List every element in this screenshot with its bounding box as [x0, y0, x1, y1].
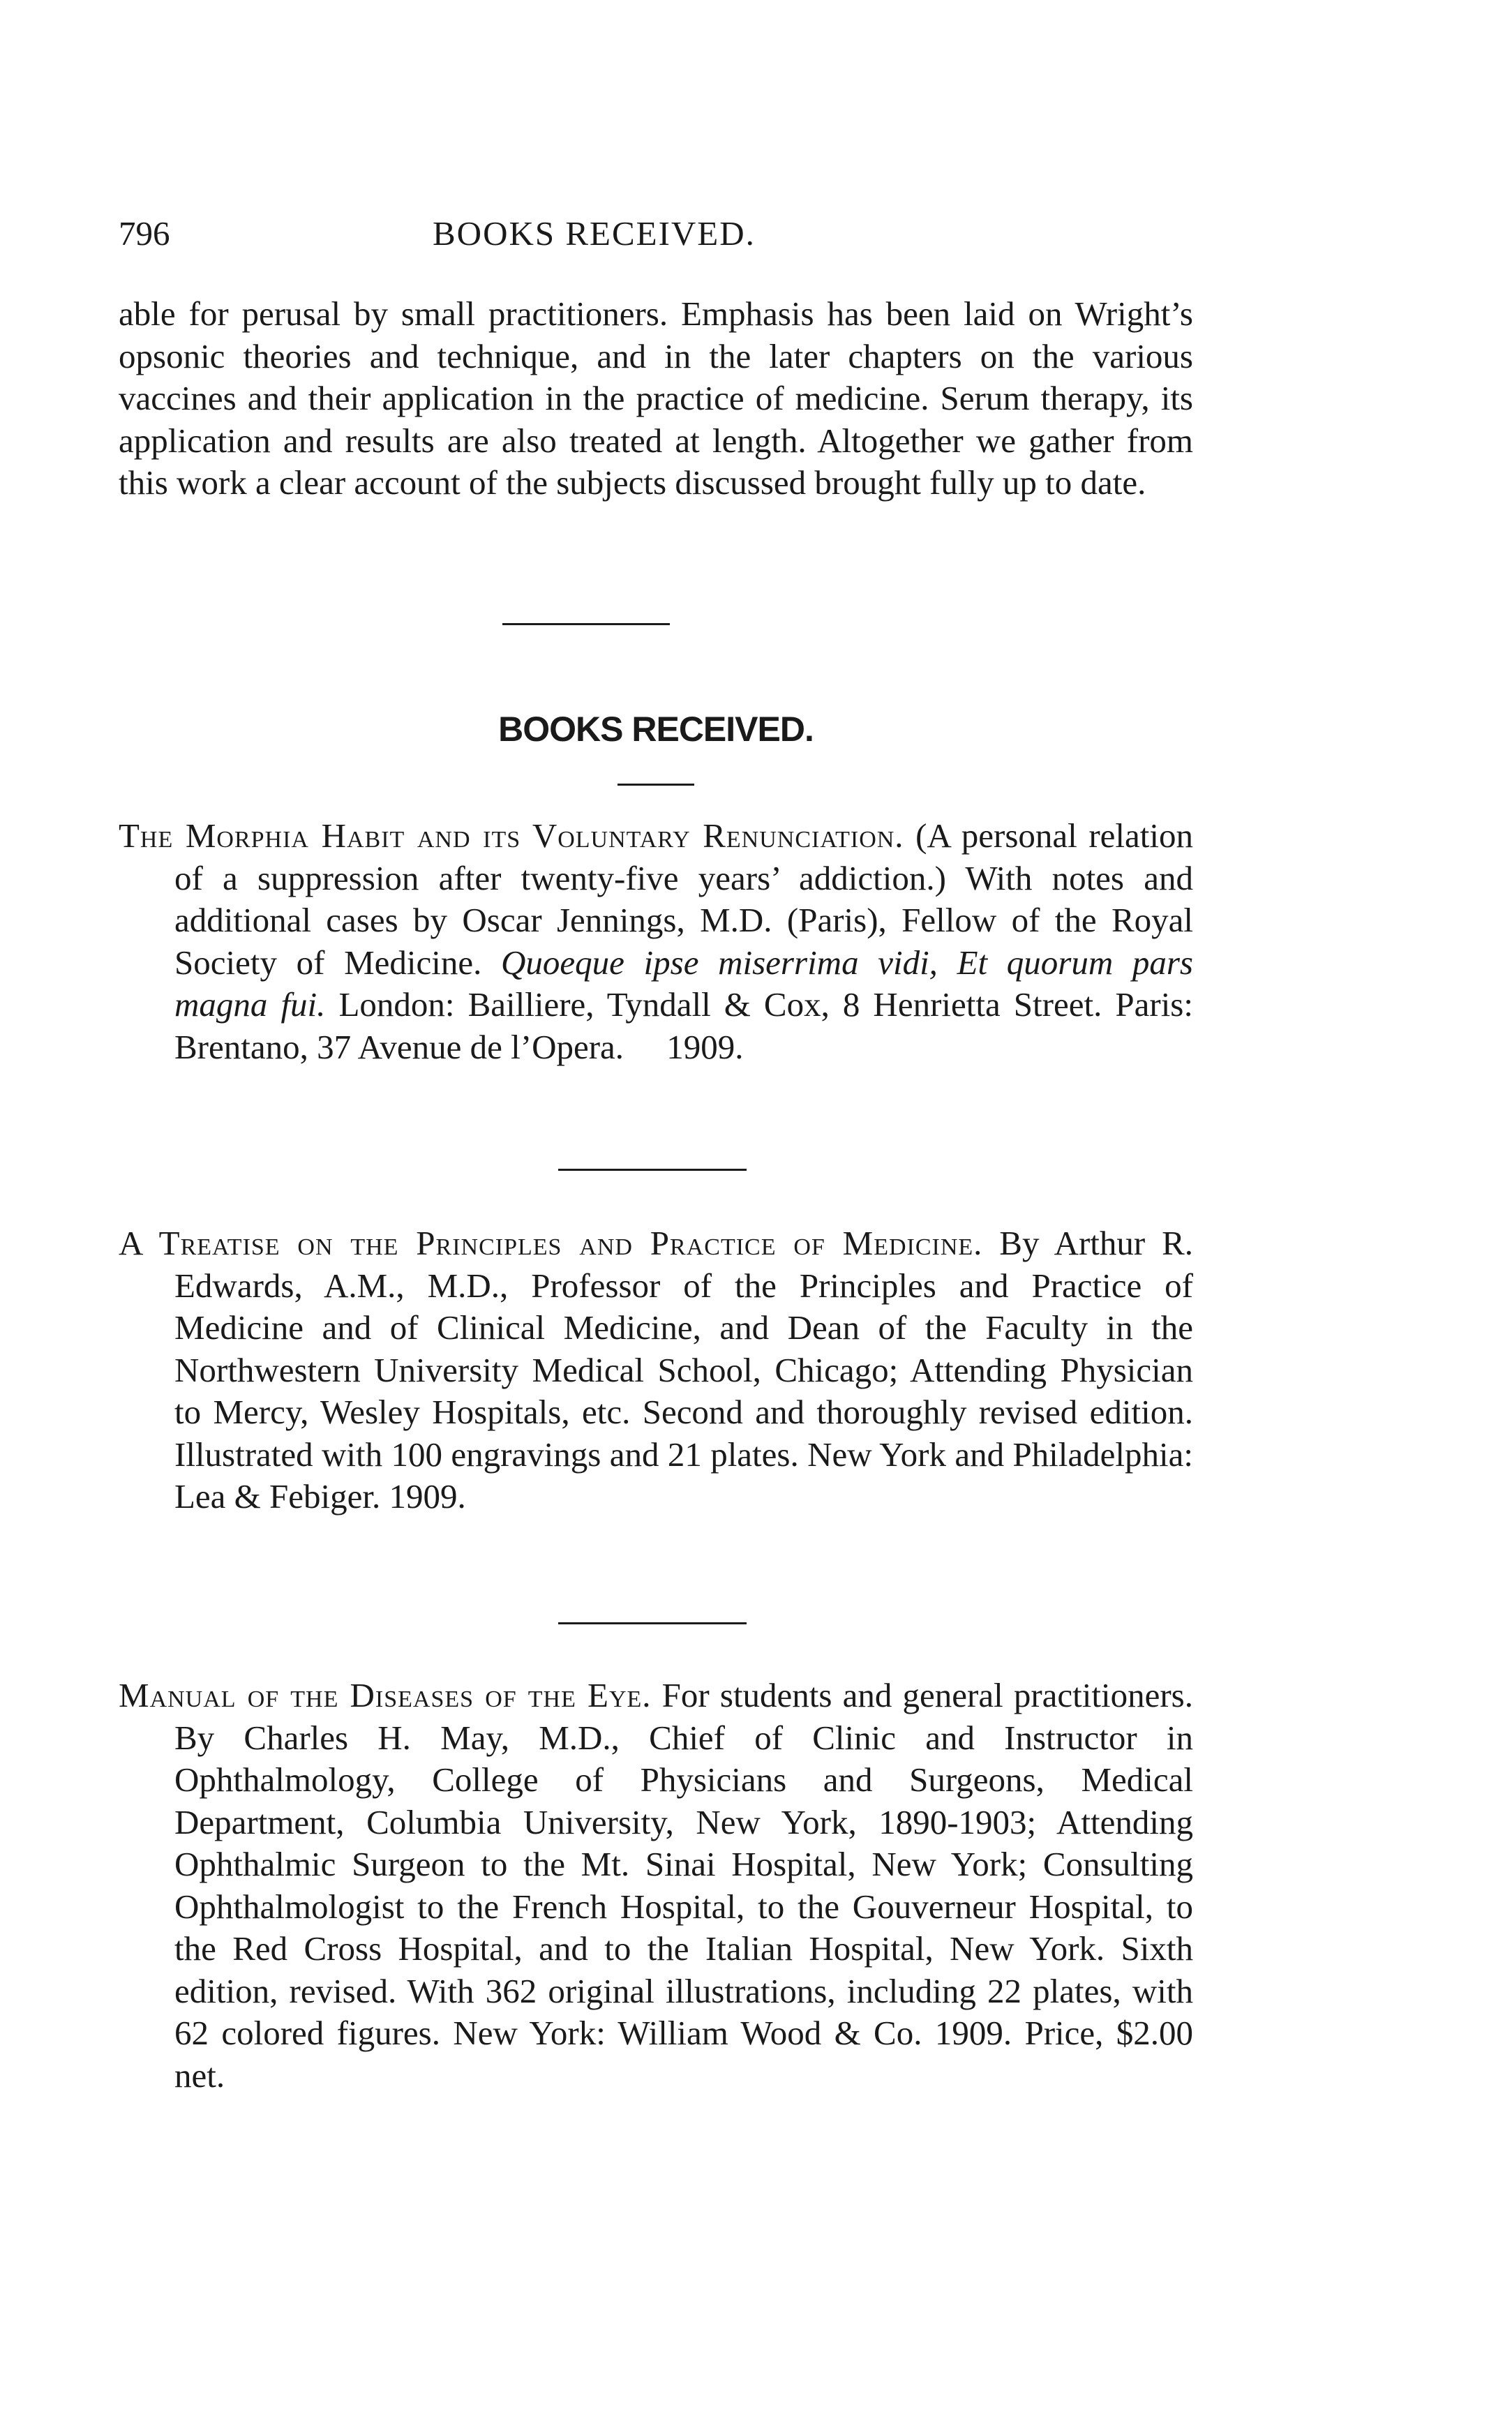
book-title: A Treatise on the Principles and Practice of Medicine.: [119, 1224, 983, 1262]
book-title: The Morphia Habit and its Voluntary Renunciation.: [119, 816, 904, 855]
book-year: 1909.: [666, 1027, 744, 1066]
heading-underline: [617, 784, 694, 786]
book-details: By Arthur R. Edwards, A.M., M.D., Professor of the Principles and Practice of Medicine and of Clinical Medicine, and Dean of the Faculty in the Northwestern University Medical School, Chicago; Attending Physician to Mercy, Wesley Hospitals, etc. Second and thoroughly revised edition. Illustrated with 100 engravings and 21 plates. New York and Philadelphia: Lea & Febiger. 1909.: [174, 1224, 1194, 1516]
book-entry: [119, 1675, 1193, 2097]
running-title: BOOKS RECEIVED.: [433, 214, 756, 253]
book-details: For students and general practitioners. By Charles H. May, M.D., Chief of Clinic and Instructor in Ophthalmology, College of Physicians and Surgeons, Medical Department, Columbia University, New York, 1890-1903; Attending Ophthalmic Surgeon to the Mt. Sinai Hospital, New York; Consulting Ophthalmologist to the French Hospital, to the Gouverneur Hospital, to the Red Cross Hospital, and to the Italian Hospital, New York. Sixth edition, revised. With 362 original illustrations, including 22 plates, with 62 colored figures. New York: William Wood & Co. 1909. Price, $2.00 net.: [174, 1676, 1193, 2095]
running-head: [119, 209, 1193, 258]
book-title: Manual of the Diseases of the Eye.: [119, 1676, 652, 1714]
page-number: 796: [119, 214, 170, 253]
book-publisher: London: Bailliere, Tyndall & Cox, 8 Henrietta Street. Paris: Brentano, 37 Avenue de l’Opera.: [174, 985, 1193, 1066]
section-heading: BOOKS RECEIVED.: [498, 710, 814, 749]
book-entry: [119, 1222, 1193, 1518]
entry-divider: [558, 1169, 747, 1171]
latin-quote: Quoeque ipse miserrima vidi, Et quorum pars magna fui.: [174, 943, 1193, 1024]
book-entry: [119, 815, 1193, 1068]
entry-divider: [558, 1622, 747, 1624]
continued-review-paragraph: able for perusal by small practitioners. Emphasis has been laid on Wright’s opsonic theories and technique, and in the later chapters on the various vaccines and their application in the practice of medicine. Serum therapy, its application and results are also treated at length. Altogether we gather from this work a clear account of the subjects discussed brought fully up to date.: [119, 294, 1193, 502]
book-details: (A personal relation of a suppression after twenty-five years’ addiction.) With notes and additional cases by Oscar Jennings, M.D. (Paris), Fellow of the Royal Society of Medicine.: [174, 816, 1193, 982]
section-divider: [502, 623, 670, 625]
